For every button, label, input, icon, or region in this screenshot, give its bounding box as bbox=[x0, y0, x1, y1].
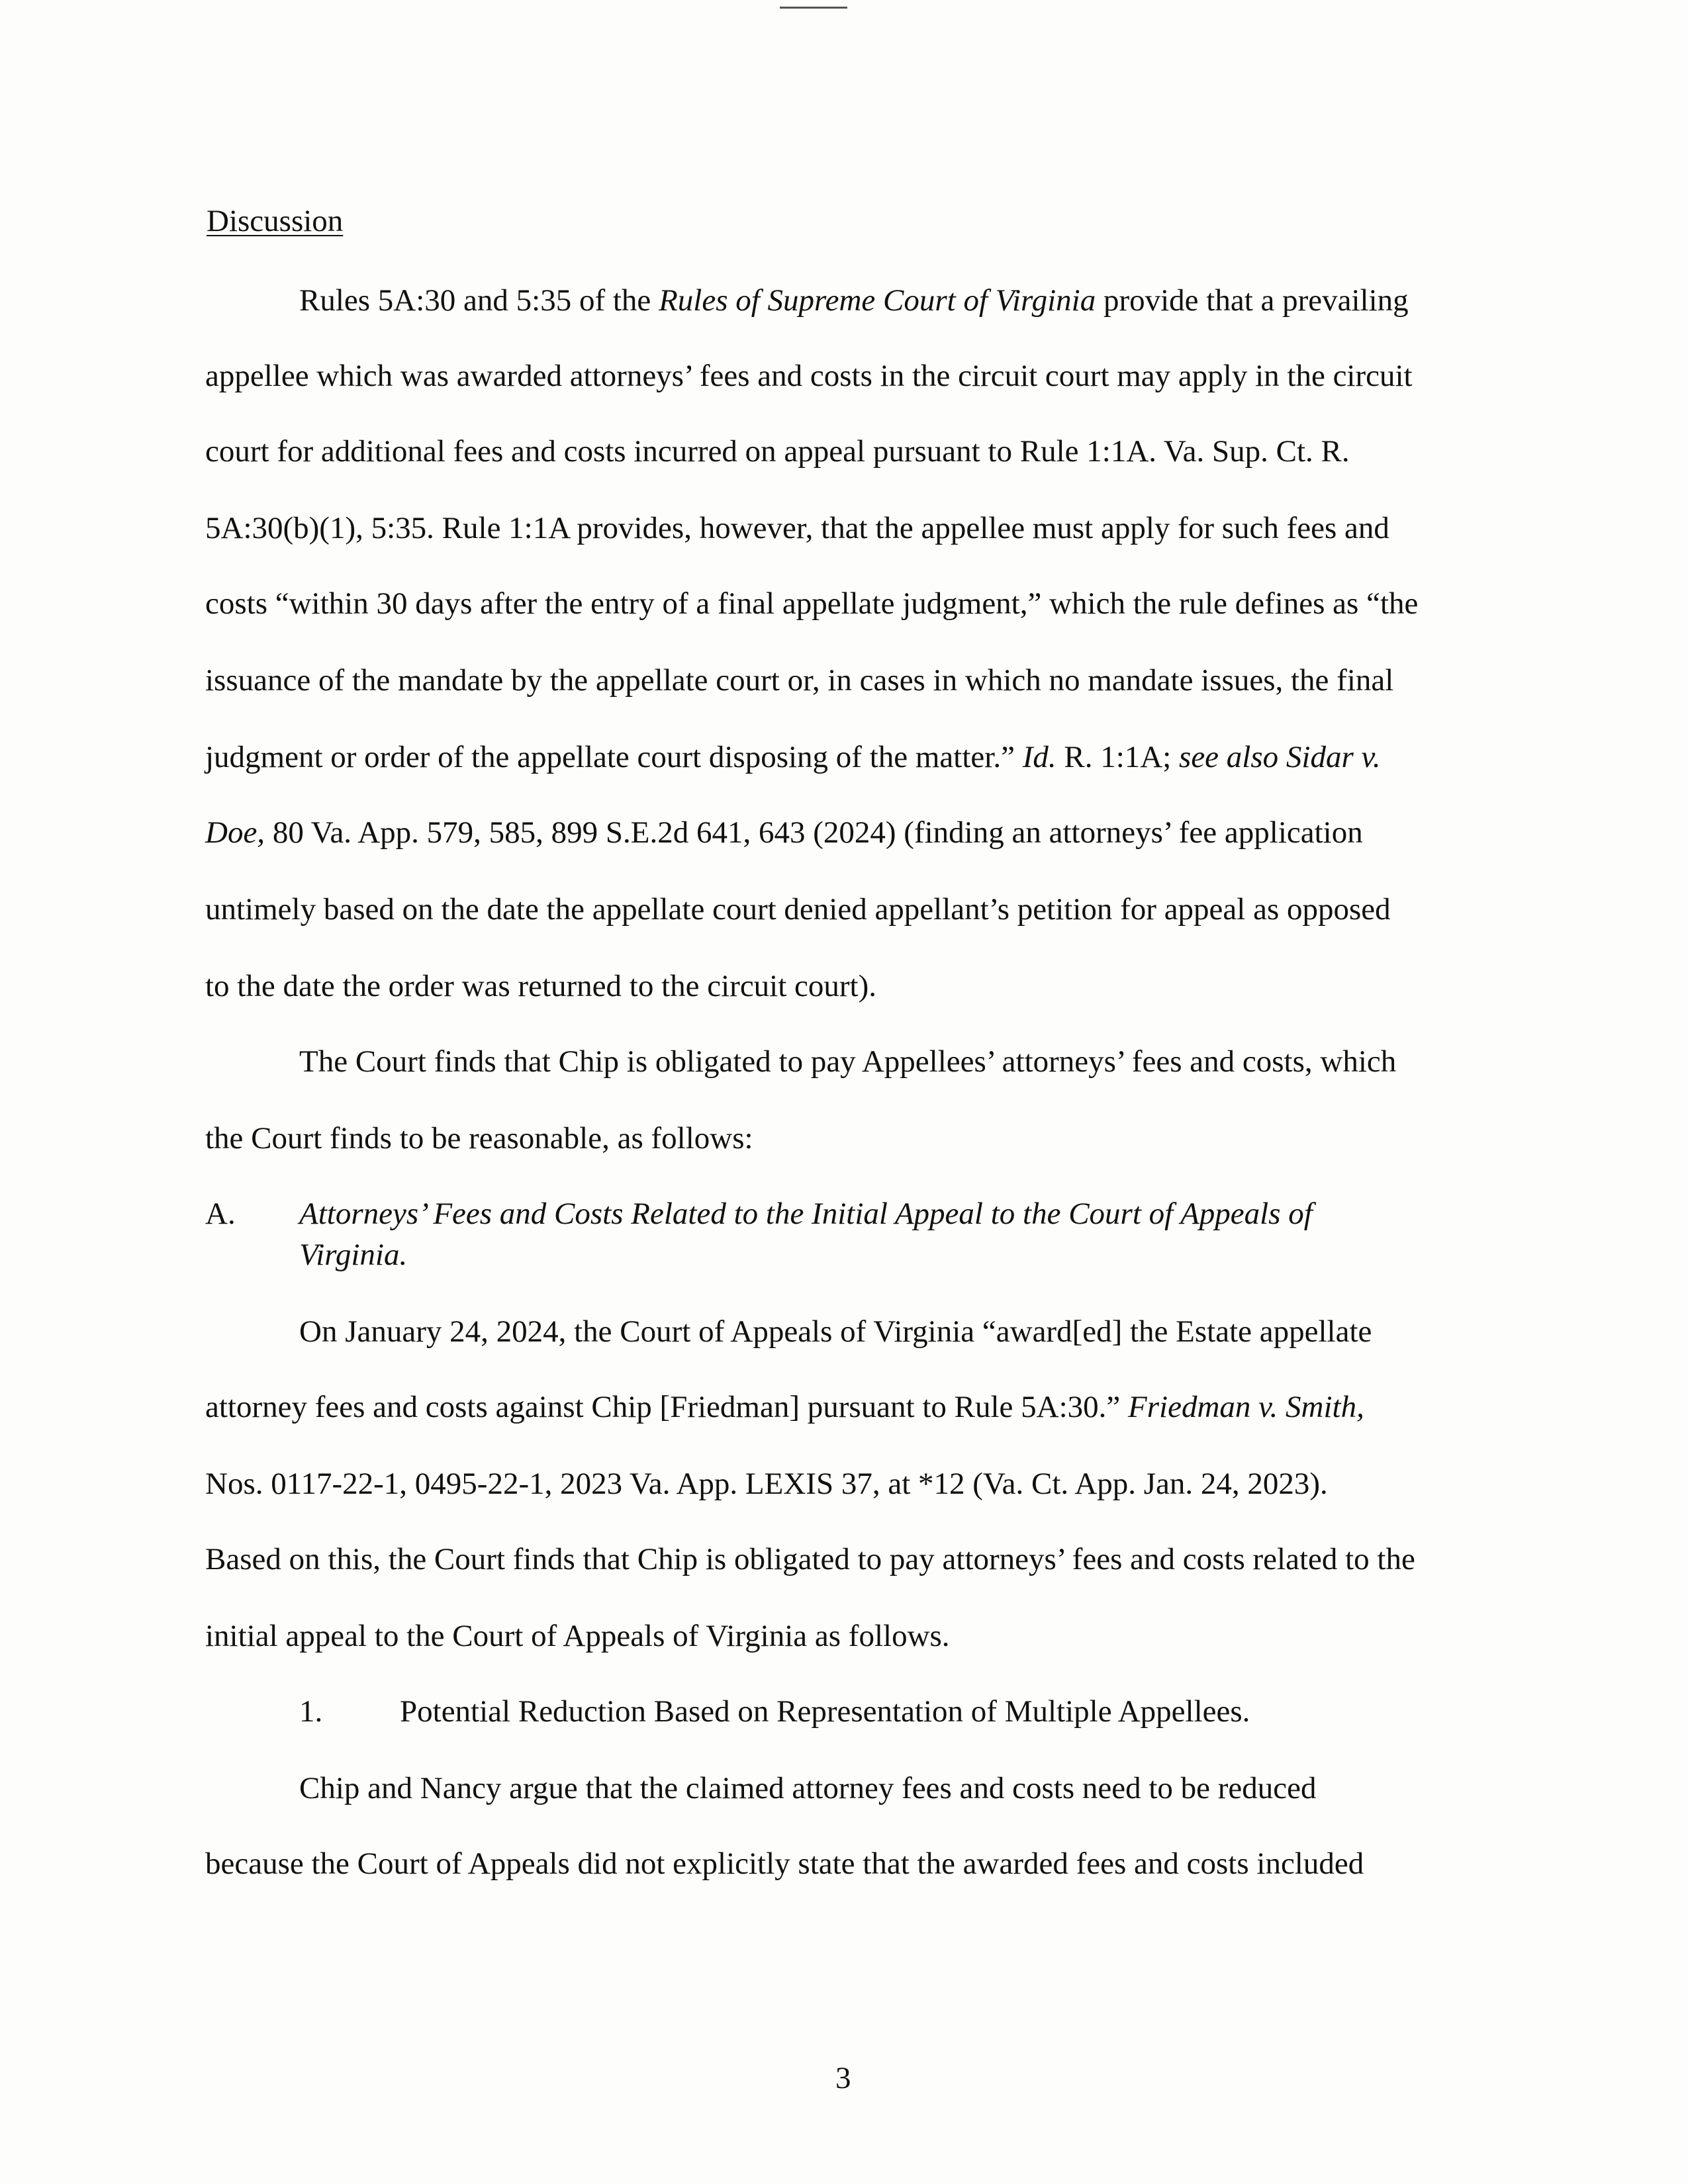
section-heading: Discussion bbox=[207, 204, 344, 238]
section-a-title-line-1 bbox=[299, 1195, 1313, 1232]
text-italic: Rules of Supreme Court of Virginia bbox=[659, 283, 1096, 318]
paragraph-4-line-2: because the Court of Appeals did not explicitly state that the awarded fees and costs included bbox=[205, 1846, 1364, 1881]
page-number: 3 bbox=[835, 2061, 851, 2095]
section-a-marker: A. bbox=[205, 1197, 236, 1231]
text-italic: Id. bbox=[1022, 740, 1056, 774]
paragraph-3-line-3: Nos. 0117-22-1, 0495-22-1, 2023 Va. App. LEXIS 37, at *12 (Va. Ct. App. Jan. 24, 2023). bbox=[205, 1467, 1328, 1501]
text: R. 1:1A; bbox=[1056, 740, 1180, 774]
paragraph-3-line-5: initial appeal to the Court of Appeals of Virginia as follows. bbox=[205, 1619, 950, 1653]
paragraph-1-line-1 bbox=[299, 282, 1409, 319]
paragraph-1-line-3: court for additional fees and costs incurred on appeal pursuant to Rule 1:1A. Va. Sup. Ct. R. bbox=[205, 434, 1350, 469]
text-italic: Virginia. bbox=[299, 1238, 408, 1272]
paragraph-1-line-4: 5A:30(b)(1), 5:35. Rule 1:1A provides, however, that the appellee must apply for such fees and bbox=[205, 511, 1389, 545]
paragraph-1-line-6: issuance of the mandate by the appellate court or, in cases in which no mandate issues, the final bbox=[205, 663, 1394, 698]
text-italic: Friedman v. Smith, bbox=[1128, 1390, 1364, 1424]
text: attorney fees and costs against Chip [Friedman] pursuant to Rule 5A:30.” bbox=[205, 1390, 1129, 1424]
paragraph-1-line-10: to the date the order was returned to the circuit court). bbox=[205, 969, 877, 1003]
paragraph-2-line-1: The Court finds that Chip is obligated to pay Appellees’ attorneys’ fees and costs, which bbox=[299, 1044, 1397, 1079]
subsection-1-marker: 1. bbox=[299, 1694, 323, 1729]
paragraph-1-line-5: costs “within 30 days after the entry of a final appellate judgment,” which the rule defines as “the bbox=[205, 586, 1419, 621]
text: 80 Va. App. 579, 585, 899 S.E.2d 641, 643 (2024) (finding an attorneys’ fee application bbox=[265, 815, 1363, 850]
paragraph-1-line-2: appellee which was awarded attorneys’ fees and costs in the circuit court may apply in the circuit bbox=[205, 359, 1413, 393]
text-italic: Attorneys’ Fees and Costs Related to the Initial Appeal to the Court of Appeals of bbox=[299, 1197, 1313, 1231]
paragraph-3-line-1: On January 24, 2024, the Court of Appeals of Virginia “award[ed] the Estate appellate bbox=[299, 1314, 1372, 1349]
paragraph-3-line-2 bbox=[205, 1388, 1364, 1426]
paragraph-3-line-4: Based on this, the Court finds that Chip is obligated to pay attorneys’ fees and costs related to the bbox=[205, 1542, 1415, 1576]
paragraph-2-line-2: the Court finds to be reasonable, as follows: bbox=[205, 1121, 753, 1156]
paragraph-1-line-8 bbox=[205, 814, 1363, 851]
top-rule bbox=[780, 7, 847, 9]
text: Rules 5A:30 and 5:35 of the bbox=[299, 283, 659, 318]
paragraph-1-line-7 bbox=[205, 739, 1381, 776]
text-italic: see also Sidar v. bbox=[1179, 740, 1381, 774]
paragraph-1-line-9: untimely based on the date the appellate court denied appellant’s petition for appeal as opposed bbox=[205, 892, 1391, 927]
text: judgment or order of the appellate court disposing of the matter.” bbox=[205, 740, 1023, 774]
text: provide that a prevailing bbox=[1096, 283, 1409, 318]
section-a-title-line-2 bbox=[299, 1236, 407, 1273]
paragraph-4-line-1: Chip and Nancy argue that the claimed attorney fees and costs need to be reduced bbox=[299, 1771, 1317, 1805]
text-italic: Doe, bbox=[205, 815, 265, 850]
subsection-1-title: Potential Reduction Based on Representation of Multiple Appellees. bbox=[400, 1694, 1250, 1729]
